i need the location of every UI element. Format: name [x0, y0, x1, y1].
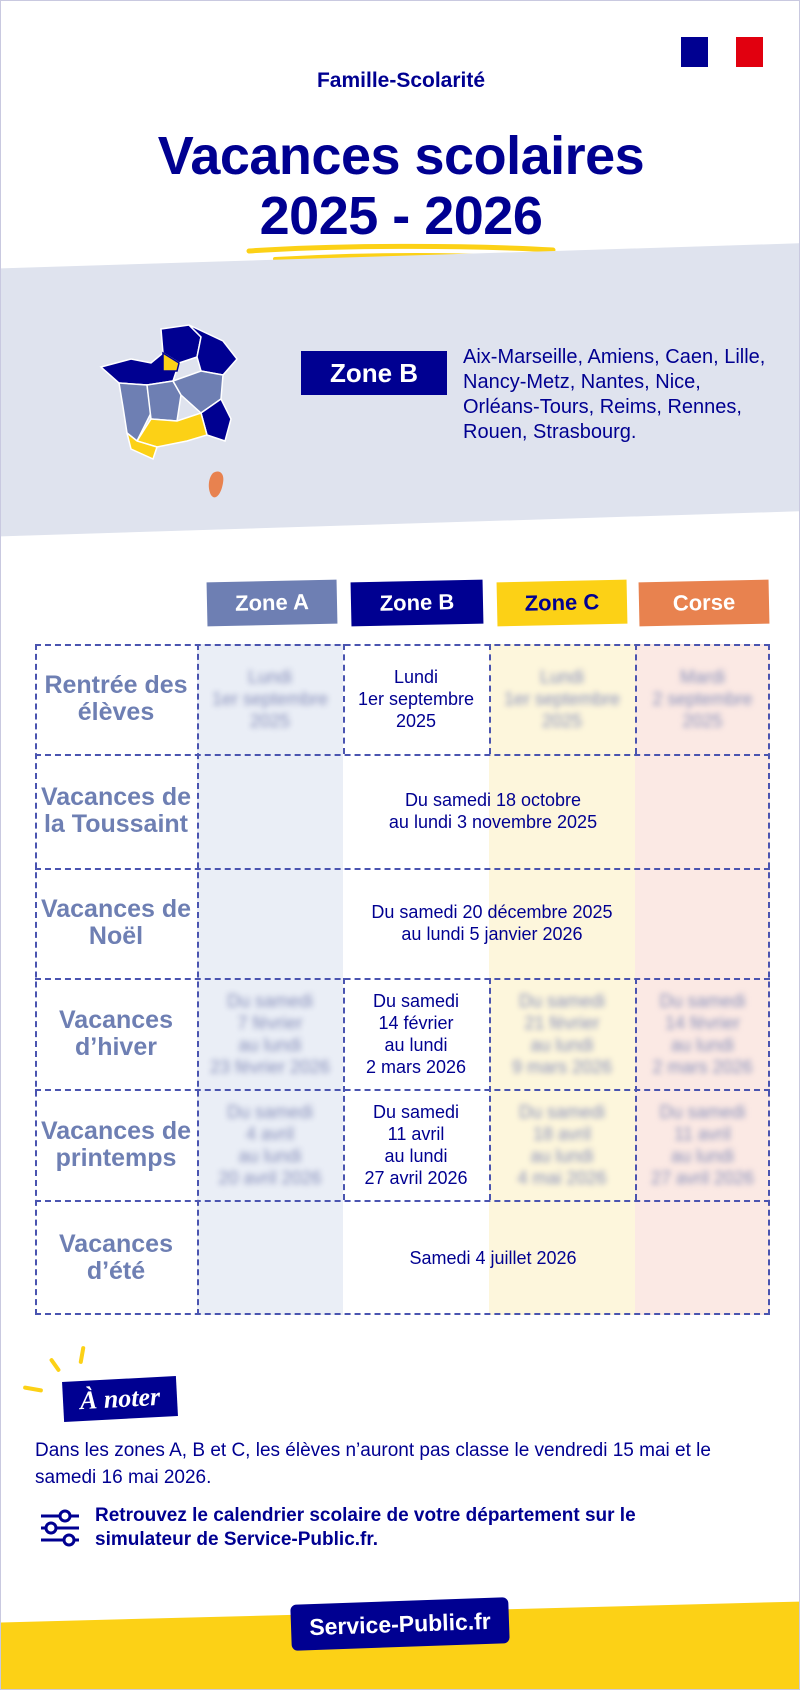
row-label-noel: Vacances de Noël: [40, 895, 192, 950]
column-header-zone-c: Zone C: [497, 580, 628, 627]
cell-printemps-zone-a: Du samedi 4 avril au lundi 20 avril 2026: [218, 1101, 322, 1188]
cell-toussaint-all-zones: Du samedi 18 octobre au lundi 3 novembre 2025: [388, 790, 598, 832]
cell-rentree-corse: Mardi 2 septembre 2025: [652, 667, 753, 731]
row-label-printemps: Vacances de printemps: [40, 1116, 192, 1172]
note-text: Dans les zones A, B et C, les élèves n’auront pas classe le vendredi 15 mai et le samedi 16 mai 2026.: [35, 1440, 711, 1488]
france-map-icon: [97, 323, 247, 503]
row-label-ete: Vacances d’été: [59, 1229, 173, 1285]
french-flag-logo: [681, 37, 763, 67]
page-title-line1: Vacances scolaires: [157, 126, 645, 186]
zone-b-cities: Aix-Marseille, Amiens, Caen, Lille, Nancy-Metz, Nantes, Nice, Orléans-Tours, Reims, Rennes, Rouen, Strasbourg.: [463, 346, 766, 443]
column-header-zone-a: Zone A: [207, 580, 338, 627]
cell-printemps-zone-c: Du samedi 18 avril au lundi 4 mai 2026: [517, 1101, 607, 1188]
settings-sliders-icon[interactable]: [39, 1508, 81, 1548]
holiday-calendar-table: [35, 644, 770, 1315]
cell-noel-all-zones: Du samedi 20 décembre 2025 au lundi 5 janvier 2026: [371, 902, 613, 944]
row-label-rentree: Rentrée des élèves: [44, 671, 188, 726]
cell-hiver-corse: Du samedi 14 février au lundi 2 mars 2026: [652, 990, 753, 1077]
cell-rentree-zone-c: Lundi 1er septembre 2025: [503, 667, 621, 731]
service-public-logo[interactable]: Service-Public.fr: [290, 1597, 509, 1651]
row-label-hiver: Vacances d’hiver: [59, 1005, 173, 1061]
note-spark-decoration: [23, 1385, 43, 1392]
cell-hiver-zone-c: Du samedi 21 février au lundi 9 mars 2026: [511, 990, 613, 1077]
category-label: Famille-Scolarité: [316, 69, 486, 92]
cell-rentree-zone-a: Lundi 1er septembre 2025: [211, 667, 329, 731]
simulator-link[interactable]: Retrouvez le calendrier scolaire de votre département sur le simulateur de Service-Public.fr.: [95, 1505, 636, 1550]
cell-rentree-zone-b: [343, 644, 489, 754]
note-spark-decoration: [78, 1346, 85, 1364]
cell-hiver-zone-b: Du samedi 14 février au lundi 2 mars 2026: [365, 990, 467, 1077]
cell-printemps-zone-b: Du samedi 11 avril au lundi 27 avril 2026: [364, 1101, 468, 1188]
column-header-corse: Corse: [639, 580, 770, 627]
row-label-toussaint: Vacances de la Toussaint: [40, 783, 192, 838]
cell-hiver-zone-a: Du samedi 7 février au lundi 23 février 2026: [209, 990, 331, 1077]
column-header-zone-b: Zone B: [351, 580, 484, 627]
cell-ete-all-zones: Samedi 4 juillet 2026: [409, 1247, 577, 1268]
note-spark-decoration: [49, 1357, 61, 1372]
page-title-line2: 2025 - 2026: [259, 186, 543, 246]
zone-b-badge: Zone B: [301, 351, 447, 395]
note-badge: À noter: [62, 1376, 178, 1422]
cell-printemps-corse: Du samedi 11 avril au lundi 27 avril 2026: [650, 1101, 755, 1188]
cell-rentree-zone-b-text: Lundi 1er septembre 2025: [357, 667, 475, 731]
